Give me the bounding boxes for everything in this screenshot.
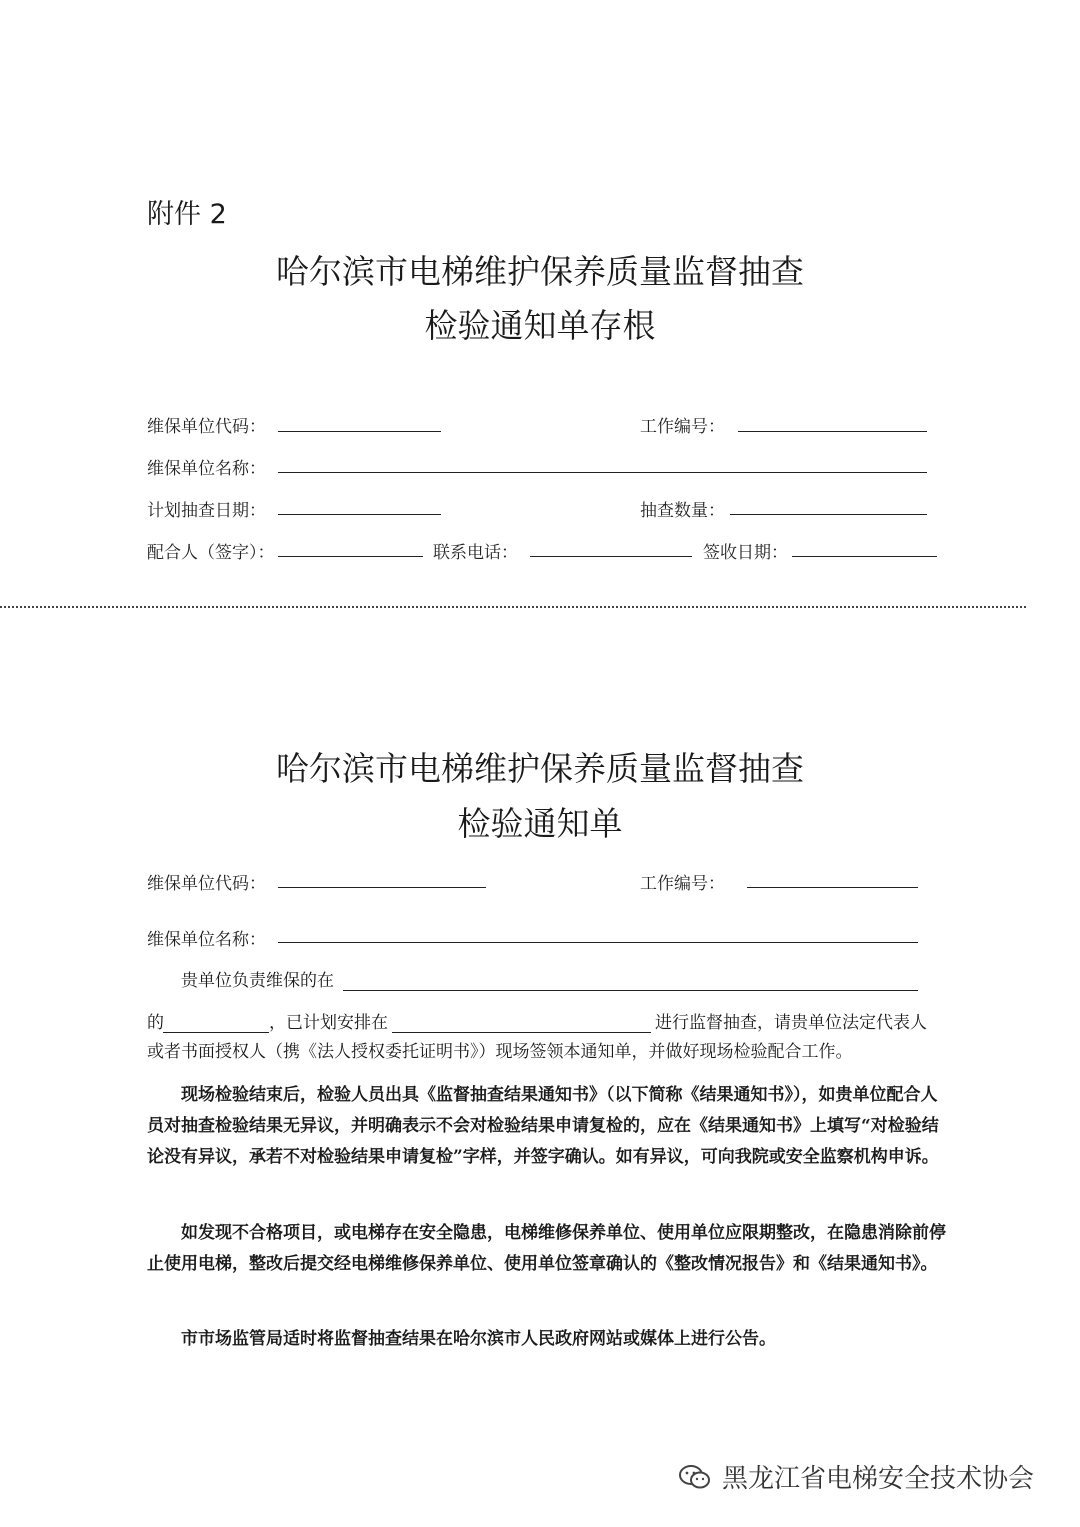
notice-of-text: 的 [147,1013,164,1033]
stub-title-line1: 哈尔滨市电梯维护保养质量监督抽查 [276,252,804,291]
notice-work-no-field[interactable] [747,887,918,888]
stub-work-no-label: 工作编号： [640,417,725,437]
notice-paragraph-3 [147,1324,947,1355]
stub-title-line2: 检验通知单存根 [424,306,656,345]
stub-cooperator-field[interactable] [278,556,423,557]
notice-title-line2: 检验通知单 [457,804,623,843]
notice-paragraph-2-text: 如发现不合格项目，或电梯存在安全隐患，电梯维修保养单位、使用单位应限期整改，在隐患消除前停止使用电梯，整改后提交经电梯维修保养单位、使用单位签章确认的《整改情况报告》和《结果通知书》。 [147,1223,946,1274]
stub-phone-label: 联系电话： [433,543,518,563]
stub-work-no-field[interactable] [738,431,927,432]
notice-unit-code-label: 维保单位代码： [147,874,266,894]
stub-unit-code-label: 维保单位代码： [147,417,266,437]
stub-quantity-label: 抽查数量： [640,501,725,521]
notice-paragraph-1 [147,1080,947,1173]
notice-unit-name-field[interactable] [278,942,918,943]
attachment-label: 附件 2 [147,199,227,230]
cut-line-divider [0,606,1026,608]
notice-date-field[interactable] [392,1032,651,1033]
watermark [678,1458,1034,1495]
watermark-text: 黑龙江省电梯安全技术协会 [722,1464,1035,1494]
notice-title-line1: 哈尔滨市电梯维护保养质量监督抽查 [276,749,804,788]
notice-equipment-field[interactable] [163,1032,269,1033]
stub-plan-date-label: 计划抽查日期： [147,501,266,521]
stub-plan-date-field[interactable] [278,514,441,515]
stub-sign-date-label: 签收日期： [703,543,788,563]
notice-location-field[interactable] [343,990,918,991]
stub-unit-name-label: 维保单位名称： [147,459,266,479]
stub-quantity-field[interactable] [730,514,927,515]
notice-paragraph-3-text: 市市场监管局适时将监督抽查结果在哈尔滨市人民政府网站或媒体上进行公告。 [181,1329,776,1349]
stub-cooperator-label: 配合人（签字）： [147,543,275,563]
notice-unit-code-field[interactable] [278,887,486,888]
notice-paragraph-1-text: 现场检验结束后，检验人员出具《监督抽查结果通知书》（以下简称《结果通知书》），如贵单位配合人员对抽查检验结果无异议，并明确表示不会对检验结果申请复检的，应在《结果通知书》上填写“对检验结论没有异议，承若不对检验结果申请复检”字样，并签字确认。如有异议，可向我院或安全监察机构申诉。 [147,1085,939,1167]
notice-work-no-label: 工作编号： [640,874,725,894]
notice-paragraph-2 [147,1218,947,1280]
notice-inspection-text: 进行监督抽查，请贵单位法定代表人 [655,1013,927,1033]
stub-unit-name-field[interactable] [278,472,927,473]
stub-phone-field[interactable] [530,556,692,557]
notice-location-text: 贵单位负责维保的在 [181,971,334,991]
stub-sign-date-field[interactable] [792,556,937,557]
notice-scheduled-text: ，已计划安排在 [269,1013,388,1033]
wechat-icon [678,1463,712,1491]
notice-unit-name-label: 维保单位名称： [147,930,266,950]
stub-unit-code-field[interactable] [278,431,441,432]
notice-instructions-text: 或者书面授权人（携《法人授权委托证明书》）现场签领本通知单，并做好现场检验配合工作。 [147,1042,853,1062]
